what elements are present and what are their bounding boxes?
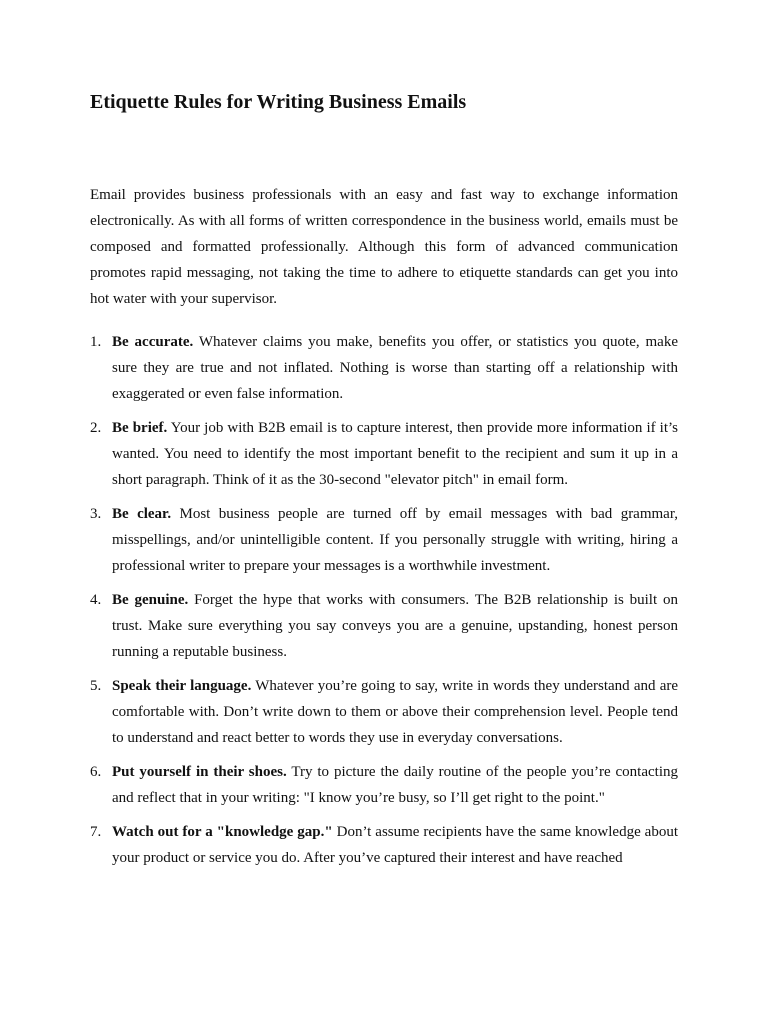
- rule-heading: Put yourself in their shoes.: [112, 764, 287, 780]
- rule-text: Forget the hype that works with consumers. The B2B relationship is built on trust. Make sure everything you say conveys you are a genuine, upstanding, honest person running a reputable business.: [112, 592, 678, 660]
- rule-heading: Be genuine.: [112, 592, 189, 608]
- rule-number: 2.: [90, 420, 102, 436]
- rule-heading: Be brief.: [112, 420, 168, 436]
- rule-text: Try to picture the daily routine of the people you’re contacting and reflect that in your writing: "I know you’re busy, so I’ll get right to the point.": [112, 764, 678, 806]
- rule-text: Your job with B2B email is to capture interest, then provide more information if it’s wanted. You need to identify the most important benefit to the recipient and sum it up in a short paragraph. Think of it as the 30-second "elevator pitch" in email form.: [112, 420, 678, 488]
- rule-text: Whatever you’re going to say, write in words they understand and are comfortable with. Don’t write down to them or above their comprehension level. People tend to understand and react better to words they use in everyday conversations.: [112, 678, 679, 746]
- rule-number: 7.: [90, 824, 102, 840]
- rule-item-5: [90, 673, 678, 751]
- rule-item-2: [90, 415, 678, 493]
- rule-item-7: [90, 819, 678, 871]
- rule-item-4: [90, 587, 678, 665]
- rule-item-3: [90, 501, 678, 579]
- rule-item-6: [90, 759, 678, 811]
- rule-number: 5.: [90, 678, 102, 694]
- rule-number: 1.: [90, 334, 102, 350]
- rule-heading: Watch out for a "knowledge gap.": [112, 824, 333, 840]
- rule-number: 6.: [90, 764, 102, 780]
- rule-number: 3.: [90, 506, 102, 522]
- rule-heading: Speak their language.: [112, 678, 252, 694]
- rule-heading: Be accurate.: [112, 334, 194, 350]
- rule-number: 4.: [90, 592, 102, 608]
- intro-paragraph: Email provides business professionals with an easy and fast way to exchange information electronically. As with all forms of written correspondence in the business world, emails must be composed and formatted professionally. Although this form of advanced communication promotes rapid messaging, not taking the time to adhere to etiquette standards can get you into hot water with your supervisor.: [90, 187, 678, 307]
- etiquette-rules-list: [90, 329, 678, 879]
- rule-heading: Be clear.: [112, 506, 172, 522]
- rule-item-1: [90, 329, 678, 407]
- rule-text: Don’t assume recipients have the same knowledge about your product or service you do. After you’ve captured their interest and have reached: [112, 824, 678, 866]
- rule-text: Most business people are turned off by email messages with bad grammar, misspellings, and/or unintelligible content. If you personally struggle with writing, hiring a professional writer to prepare your messages is a worthwhile investment.: [112, 506, 678, 574]
- document-title: Etiquette Rules for Writing Business Emails: [90, 91, 467, 113]
- rule-text: Whatever claims you make, benefits you offer, or statistics you quote, make sure they are true and not inflated. Nothing is worse than starting off a relationship with exaggerated or even false information.: [112, 334, 678, 402]
